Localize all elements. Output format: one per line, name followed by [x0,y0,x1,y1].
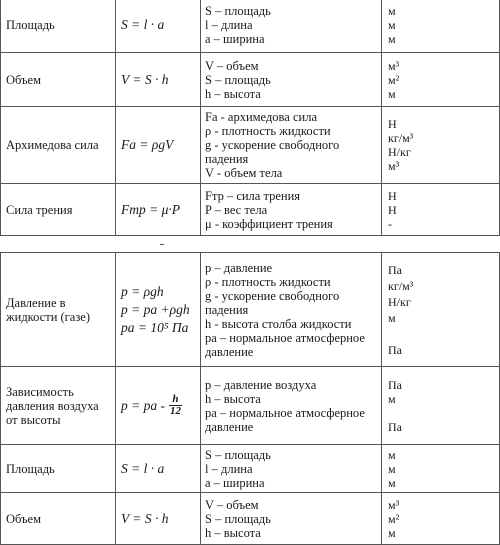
unit-text: Н [388,202,397,217]
variable-text: S – площадь [205,447,271,462]
formula-text: p = ρgh [121,283,164,299]
unit-text: м³ [388,58,400,73]
unit-text: Па [388,419,402,434]
unit-text [388,326,496,342]
units-cell [382,0,500,53]
variable-text: S – площадь [205,3,271,18]
formula-text: Fa = ρgV [121,137,174,152]
quantity-name-text: Объем [6,72,41,87]
table-row [1,445,500,493]
quantity-name-text: Давление в [6,295,66,310]
quantity-name-text: Сила трения [6,202,73,217]
variable-text: падения [205,152,249,166]
unit-text: м [388,475,396,490]
formula-cell [116,367,201,445]
variable-text: S – площадь [205,511,271,526]
variable-text: V – объем [205,58,259,73]
variable-text: h – высота [205,391,261,406]
formula-text: pa = 10⁵ Па [121,319,189,335]
variable-text: P – вес тела [205,202,268,217]
variable-text: Fa - архимедова сила [205,110,317,124]
unit-text: м [388,525,396,540]
formula-text: V = S · h [121,510,169,526]
unit-text: м³ [388,159,400,173]
variable-text: p – давление [205,260,273,275]
variables-cell [201,253,382,367]
quantity-name [1,445,116,493]
quantity-name [1,0,116,53]
unit-text: кг/м³ [388,278,414,293]
table-row [1,53,500,107]
variable-text: S – площадь [205,72,271,87]
variable-text: l – длина [205,461,253,476]
variable-text: h - высота столба жидкости [205,316,352,331]
units-cell [382,107,500,184]
table-row [1,493,500,545]
table-gap [0,243,500,252]
fraction-numerator: h [172,393,179,405]
formula-cell [116,0,201,53]
quantity-name [1,493,116,545]
formula-cell [116,107,201,184]
formula-cell [116,53,201,107]
unit-text: м [388,391,396,406]
quantity-name-text: жидкости (газе) [6,309,90,324]
unit-text [388,406,496,420]
unit-text: м [388,31,396,46]
table-row [1,107,500,184]
quantity-name-text: Архимедова сила [6,138,99,152]
formula-text: Fтр = μ·P [121,201,181,217]
quantity-name-text: от высоты [6,412,61,427]
variable-text: h – высота [205,86,261,101]
variables-cell [201,367,382,445]
variables-cell [201,0,382,53]
unit-text: м [388,86,396,101]
unit-text: Н [388,188,397,203]
variable-text: ρ - плотность жидкости [205,274,331,289]
unit-text: Па [388,342,402,357]
variable-text: давление [205,344,254,359]
unit-text: м³ [388,497,400,512]
table-row [1,0,500,53]
formula-text: p = pa +ρgh [121,301,190,317]
variable-text: μ - коэффициент трения [205,216,333,231]
unit-text: Н [388,117,397,131]
unit-text: кг/м³ [388,131,414,145]
fraction [169,394,182,417]
quantity-name [1,253,116,367]
table-row [1,184,500,236]
formula-table-top [0,0,500,236]
quantity-name-text: Зависимость [6,384,74,399]
variable-text: g - ускорение свободного [205,138,340,152]
variable-text: V – объем [205,497,259,512]
quantity-name [1,107,116,184]
units-cell [382,184,500,236]
unit-text: м [388,310,396,325]
variable-text: pa – нормальное атмосферное [205,330,365,345]
formula-cell [116,445,201,493]
quantity-name [1,184,116,236]
variables-cell [201,53,382,107]
variable-text: давление [205,419,254,434]
variable-text: h – высота [205,525,261,540]
formula-cell [116,253,201,367]
quantity-name [1,53,116,107]
variable-text: V - объем тела [205,166,283,180]
unit-text: м² [388,72,400,87]
formula-text: S = l · a [121,460,165,476]
stray-mark [160,244,164,245]
variable-text: l – длина [205,17,253,32]
variables-cell [201,493,382,545]
variable-text: Fтр – сила трения [205,188,301,203]
variables-cell [201,107,382,184]
quantity-name [1,367,116,445]
formula-text: p = pa - [121,397,165,413]
variable-text: pa – нормальное атмосферное [205,405,365,420]
variable-text: p – давление воздуха [205,377,317,392]
variables-cell [201,445,382,493]
unit-text: Н/кг [388,145,411,159]
quantity-name-text: Объем [6,511,41,526]
unit-text: м [388,447,396,462]
unit-text: м [388,461,396,476]
units-cell [382,367,500,445]
units-cell [382,445,500,493]
formula-expression [121,394,182,417]
quantity-name-text: Площадь [6,461,55,476]
unit-text: м [388,17,396,32]
unit-text: - [388,216,392,231]
unit-text: Па [388,262,402,277]
unit-text: Па [388,377,402,392]
units-cell [382,493,500,545]
table-row [1,367,500,445]
unit-text: м² [388,511,400,526]
formula-text: V = S · h [121,71,169,87]
units-cell [382,53,500,107]
unit-text: м [388,3,396,18]
formula-cell [116,184,201,236]
quantity-name-text: давления воздуха [6,398,99,413]
formula-text: S = l · a [121,16,165,32]
table-row [1,253,500,367]
variable-text: g - ускорение свободного [205,288,340,303]
variable-text: a – ширина [205,475,265,490]
formula-cell [116,493,201,545]
unit-text: Н/кг [388,294,411,309]
variable-text: a – ширина [205,31,265,46]
fraction-denominator: 12 [169,405,181,417]
units-cell [382,253,500,367]
formula-table-bottom [0,252,500,545]
variable-text: ρ - плотность жидкости [205,124,331,138]
quantity-name-text: Площадь [6,17,55,32]
variable-text: падения [205,302,249,317]
variables-cell [201,184,382,236]
